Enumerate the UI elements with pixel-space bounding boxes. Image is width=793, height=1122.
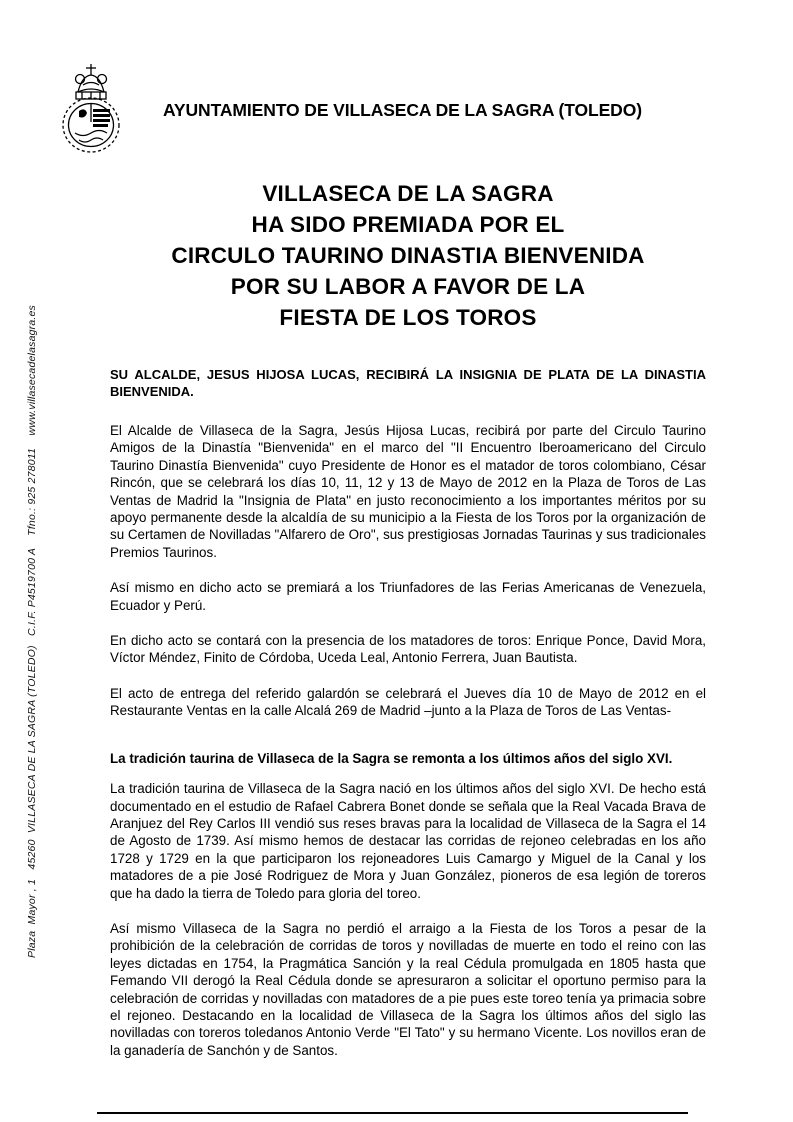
paragraph-history-origins: La tradición taurina de Villaseca de la Sagra nació en los últimos años del siglo XVI. De hecho está documentado en el estudio de Rafael Cabrera Bonet donde se señala que la Real Vacada Brava de Aranjuez del Rey Carlos III vendió sus reses bravas para la localidad de Villaseca de la Sagra el 14 de Agosto de 1739. Así mismo hemos de destacar las corridas de rejoneo celebradas en los año 1728 y 1729 en la que participaron los rejoneadores Luis Camargo y Miguel de la Canal y los matadores de a pie José Rodriguez de Mora y Juan González, pioneros de esa legión de toreros que ha dado la tierra de Toledo para gloria del toreo.: [110, 781, 706, 901]
title-line: FIESTA DE LOS TOROS: [279, 305, 537, 330]
footer-divider-line: [97, 1112, 688, 1114]
letterhead-organization-name: AYUNTAMIENTO DE VILLASECA DE LA SAGRA (TOLEDO): [163, 100, 642, 120]
title-line: VILLASECA DE LA SAGRA: [262, 181, 554, 206]
coat-of-arms-icon: [54, 62, 128, 156]
paragraph-matadors-present: En dicho acto se contará con la presencia de los matadores de toros: Enrique Ponce, David Mora, Víctor Méndez, Finito de Córdoba, Uceda Leal, Antonio Ferrera, Juan Bautista.: [110, 633, 706, 666]
lead-subheading: SU ALCALDE, JESUS HIJOSA LUCAS, RECIBIRÁ LA INSIGNIA DE PLATA DE LA DINASTIA BIENVENIDA.: [110, 367, 706, 399]
press-release-title: [110, 178, 706, 333]
paragraph-history-prohibition: Así mismo Villaseca de la Sagra no perdió el arraigo a la Fiesta de los Toros a pesar de la prohibición de la celebración de corridas de toros y novilladas de muerte en todo el reino con las leyes dictadas en 1754, la Pragmática Sanción y la real Cédula promulgada en 1805 hasta que Femando VII derogó la Real Cédula donde se apresuraron a solicitar el oportuno permiso para la celebración de corridas y novilladas con matadores de a pie pues este toreo tenía ya primacia sobre el rejoneo. Destacando en la localidad de Villaseca de la Sagra los últimos años del siglo las novilladas con toreros toledanos Antonio Verde "El Tato" y su hermano Vicente. Los novillos eran de la ganadería de Sanchón y de Santos.: [110, 920, 706, 1058]
paragraph-award-announcement: El Alcalde de Villaseca de la Sagra, Jesús Hijosa Lucas, recibirá por parte del Circulo Taurino Amigos de la Dinastía "Bienvenida" en el marco del "II Encuentro Iberoamericano del Circulo Taurino Dinastía Bienvenida" cuyo Presidente de Honor es el matador de toros colombiano, César Rincón, que se celebrará los días 10, 11, 12 y 13 de Mayo de 2012 en la Plaza de Toros de Las Ventas de Madrid la "Insignia de Plata" en justo reconocimiento a los importantes méritos por su apoyo permanente desde la alcaldía de su municipio a la Fiesta de los Toros por la organización de su Certamen de Novilladas "Alfarero de Oro", sus prestigiosas Jornadas Taurinas y sus tradicionales Premios Taurinos.: [110, 423, 706, 560]
paragraph-american-fairs: Así mismo en dicho acto se premiará a los Triunfadores de las Ferias Americanas de Venezuela, Ecuador y Perú.: [110, 580, 706, 613]
title-line: POR SU LABOR A FAVOR DE LA: [230, 274, 586, 299]
document-body: [110, 178, 706, 1077]
title-line: HA SIDO PREMIADA POR EL: [251, 212, 565, 237]
paragraph-ceremony-details: El acto de entrega del referido galardón se celebrará el Jueves día 10 de Mayo de 2012 en el Restaurante Ventas en la calle Alcalá 269 de Madrid –junto a la Plaza de Toros de Las Ventas-: [110, 685, 706, 719]
title-line: CIRCULO TAURINO DINASTIA BIENVENIDA: [171, 243, 645, 268]
section-heading-tradition: La tradición taurina de Villaseca de la Sagra se remonta a los últimos años del siglo XVI.: [110, 750, 673, 766]
sidebar-address-vertical-text: Plaza Mayor , 1 45260 VILLASECA DE LA SAGRA (TOLEDO) C.I.F. P4519700 A Tfno.: 925 278011 www.villasecadelasagra.es: [26, 305, 38, 958]
